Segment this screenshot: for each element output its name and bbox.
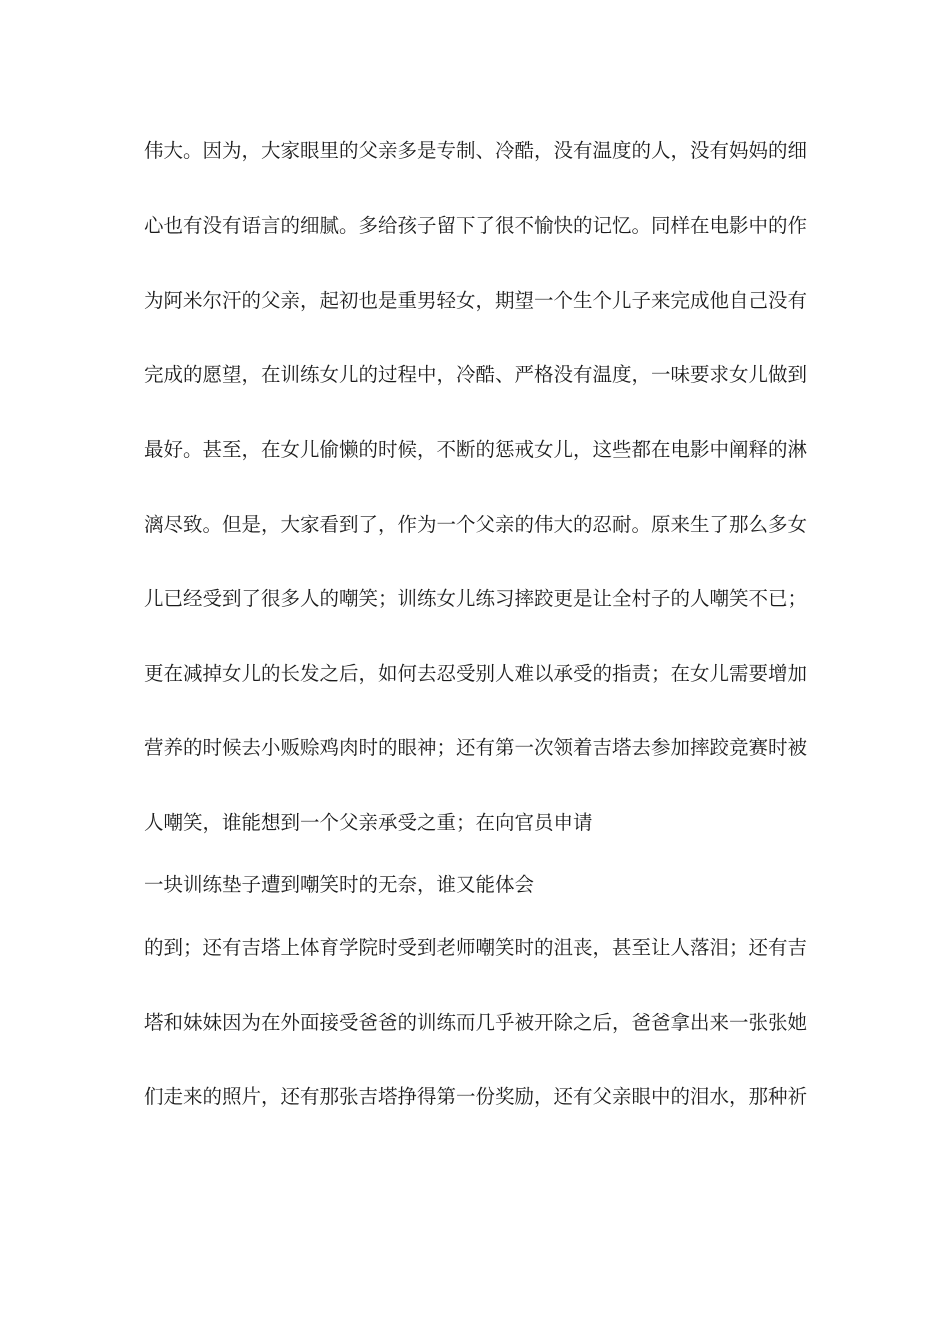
text-line: 们走来的照片，还有那张吉塔挣得第一份奖励，还有父亲眼中的泪水，那种祈 xyxy=(144,1085,808,1108)
text-line: 一块训练垫子遭到嘲笑时的无奈，谁又能体会 xyxy=(144,873,535,896)
text-line: 儿已经受到了很多人的嘲笑；训练女儿练习摔跤更是让全村子的人嘲笑不已； xyxy=(144,587,808,610)
text-line: 的到；还有吉塔上体育学院时受到老师嘲笑时的沮丧，甚至让人落泪；还有吉 xyxy=(144,936,808,959)
text-line: 完成的愿望，在训练女儿的过程中，冷酷、严格没有温度，一味要求女儿做到 xyxy=(144,363,808,386)
text-line: 最好。甚至，在女儿偷懒的时候，不断的惩戒女儿，这些都在电影中阐释的淋 xyxy=(144,438,808,461)
text-line: 人嘲笑，谁能想到一个父亲承受之重；在向官员申请 xyxy=(144,811,593,834)
text-line: 更在减掉女儿的长发之后，如何去忍受别人难以承受的指责；在女儿需要增加 xyxy=(144,662,808,685)
text-line: 为阿米尔汗的父亲，起初也是重男轻女，期望一个生个儿子来完成他自己没有 xyxy=(144,289,808,312)
text-line: 塔和妹妹因为在外面接受爸爸的训练而几乎被开除之后，爸爸拿出来一张张她 xyxy=(144,1011,808,1034)
text-line: 心也有没有语言的细腻。多给孩子留下了很不愉快的记忆。同样在电影中的作 xyxy=(144,214,808,237)
text-line: 营养的时候去小贩赊鸡肉时的眼神；还有第一次领着吉塔去参加摔跤竞赛时被 xyxy=(144,736,808,759)
text-line: 漓尽致。但是，大家看到了，作为一个父亲的伟大的忍耐。原来生了那么多女 xyxy=(144,513,808,536)
text-line: 伟大。因为，大家眼里的父亲多是专制、冷酷，没有温度的人，没有妈妈的细 xyxy=(144,139,808,162)
